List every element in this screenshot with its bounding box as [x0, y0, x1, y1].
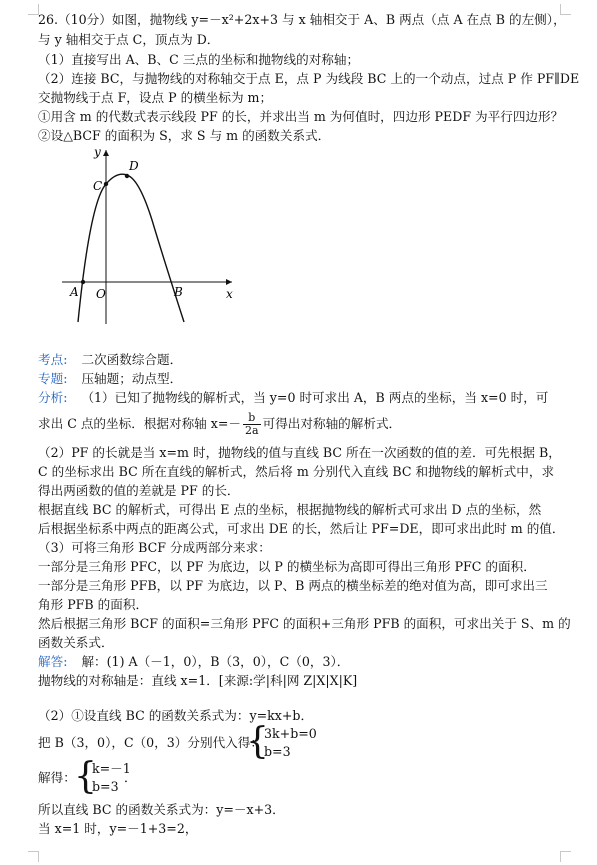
- label-d: D: [129, 159, 139, 173]
- answer-e2: 把 B（3，0），C（0，3）分别代入得：: [38, 735, 263, 750]
- analysis-b4: 根据直线 BC 的解析式，可得出 E 点的坐标，根据抛物线的解析式可求出 D 点的坐标，然: [38, 502, 542, 517]
- fenxi-line-2-pre: 求出 C 点的坐标．根据对称轴 x=－: [38, 416, 242, 431]
- kaodian-row: [38, 352, 182, 368]
- parabola-figure: [54, 142, 244, 327]
- fraction-denominator: 2a: [245, 424, 259, 437]
- jieda-tag: 解答:: [38, 654, 68, 669]
- analysis-c6: 函数关系式．: [38, 635, 114, 650]
- x-axis-label: x: [226, 287, 233, 301]
- point-c: [104, 182, 108, 186]
- answer-e3: 解得：: [38, 770, 76, 785]
- answer-d2: 抛物线的对称轴是：直线 x=1．[来源:学|科|网 Z|X|X|K]: [38, 673, 358, 688]
- system-1-eq-1: 3k+b=0: [264, 726, 317, 741]
- kaodian-tag: 考点:: [38, 352, 68, 367]
- system-1-brace: {: [246, 721, 269, 762]
- problem-line-3: （1）直接写出 A、B、C 三点的坐标和抛物线的对称轴；: [38, 52, 360, 67]
- problem-line-7: ②设△BCF 的面积为 S，求 S 与 m 的函数关系式．: [38, 128, 331, 143]
- fraction-numerator: b: [243, 412, 261, 425]
- answer-e1: （2）①设直线 BC 的函数关系式为：y=kx+b．: [38, 708, 314, 723]
- zhuanti-text: 压轴题；动点型．: [81, 371, 183, 386]
- problem-line-1: 26.（10分）如图，抛物线 y=－x²+2x+3 与 x 轴相交于 A、B 两点（点 A 在点 B 的左侧），: [38, 12, 566, 27]
- point-a: [81, 280, 85, 284]
- analysis-c5: 然后根据三角形 BCF 的面积=三角形 PFC 的面积+三角形 PFB 的面积，可求出关于 S、m 的: [38, 616, 571, 631]
- analysis-c4: 角形 PFB 的面积．: [38, 597, 149, 612]
- kaodian-text: 二次函数综合题．: [81, 352, 183, 367]
- analysis-b2: C 的坐标求出 BC 所在直线的解析式，然后将 m 分别代入直线 BC 和抛物线的解析式中，求: [38, 464, 555, 479]
- system-1-eq-2: b=3: [264, 744, 291, 759]
- answer-e5: 当 x=1 时，y=－1+3=2，: [38, 821, 198, 836]
- label-b: B: [174, 285, 183, 299]
- fraction-b-over-2a: [243, 412, 261, 437]
- system-2-brace: {: [74, 756, 97, 797]
- label-a: A: [70, 285, 79, 299]
- corner-mark-bottom-left: [28, 851, 39, 862]
- zhuanti-row: [38, 371, 182, 387]
- fenxi-row: [38, 390, 548, 406]
- analysis-c1: （3）可将三角形 BCF 分成两部分来求：: [38, 540, 271, 555]
- parabola-curve: [78, 174, 184, 322]
- y-axis-label: y: [94, 145, 101, 159]
- system-2-eq-1: k=－1: [92, 761, 131, 776]
- analysis-c3: 一部分是三角形 PFB，以 PF 为底边，以 P、B 两点的横坐标差的绝对值为高，即可求出三: [38, 578, 548, 593]
- jieda-row: [38, 654, 349, 670]
- problem-line-2: 与 y 轴相交于点 C，顶点为 D．: [38, 32, 220, 47]
- analysis-b5: 后根据坐标系中两点的距离公式，可求出 DE 的长，然后让 PF=DE，即可求出此时 m 的值．: [38, 521, 565, 536]
- analysis-c2: 一部分是三角形 PFC，以 PF 为底边，以 P 的横坐标为高即可得出三角形 PFC 的面积．: [38, 559, 536, 574]
- corner-mark-bottom-right: [560, 851, 571, 862]
- analysis-b3: 得出两函数的值的差就是 PF 的长．: [38, 483, 240, 498]
- fenxi-line-2-post: 可得出对称轴的解析式．: [262, 416, 402, 431]
- label-o: O: [96, 287, 106, 301]
- problem-line-6: ①用含 m 的代数式表示线段 PF 的长，并求出当 m 为何值时，四边形 PEDF 为平行四边形？: [38, 109, 564, 124]
- system-2-eq-2: b=3: [92, 779, 119, 794]
- answer-d1: 解：(1) A（－1，0），B（3，0），C（0，3）．: [81, 654, 350, 669]
- problem-line-4: （2）连接 BC，与抛物线的对称轴交于点 E，点 P 为线段 BC 上的一个动点，过点 P 作 PF∥DE: [38, 71, 580, 86]
- fenxi-line-2: [38, 412, 401, 437]
- system-2-end: ．: [124, 770, 137, 785]
- zhuanti-tag: 专题:: [38, 371, 68, 386]
- fenxi-line-1: （1）已知了抛物线的解析式，当 y=0 时可求出 A，B 两点的坐标，当 x=0 时，可: [81, 390, 549, 405]
- point-d: [125, 174, 129, 178]
- problem-line-5: 交抛物线于点 F，设点 P 的横坐标为 m；: [38, 90, 273, 105]
- analysis-b1: （2）PF 的长就是当 x=m 时，抛物线的值与直线 BC 所在一次函数的值的差．可先根据 B，: [38, 445, 561, 460]
- answer-e4: 所以直线 BC 的函数关系式为：y=－x+3．: [38, 802, 285, 817]
- label-c: C: [93, 179, 103, 193]
- fenxi-tag: 分析:: [38, 390, 68, 405]
